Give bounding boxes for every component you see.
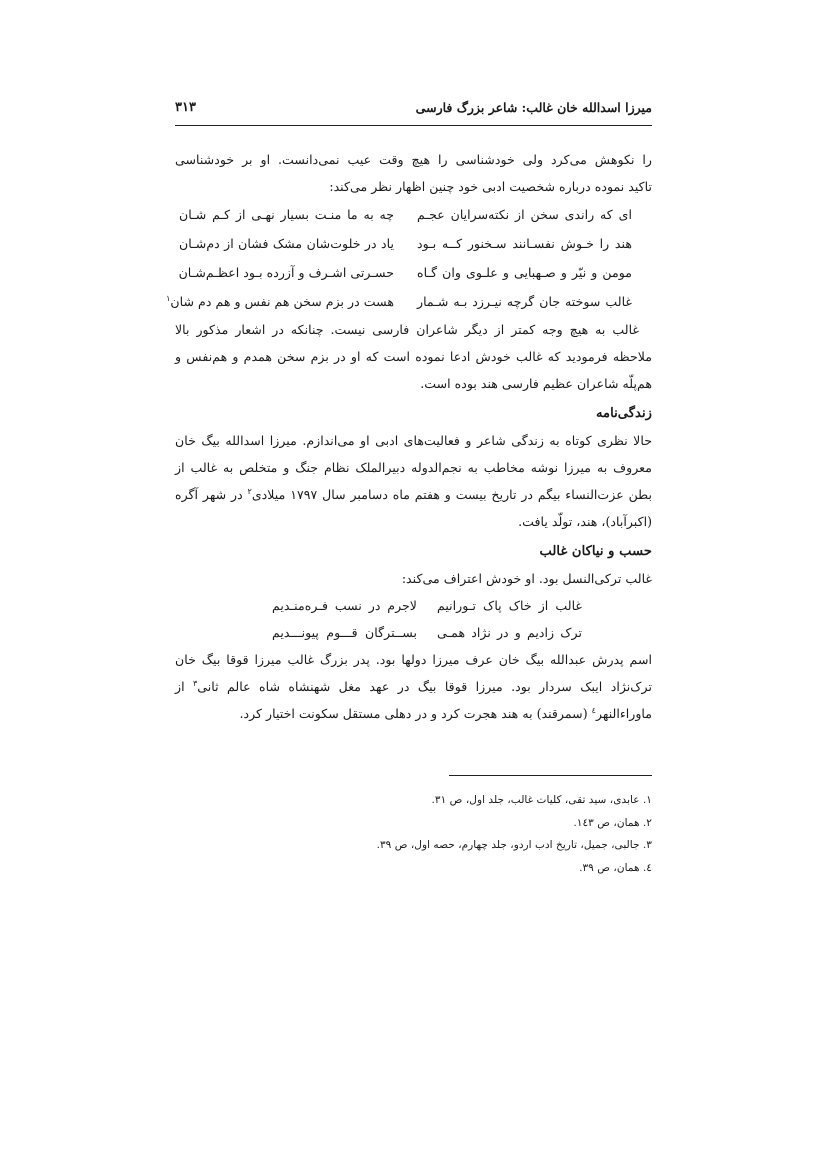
main-text: [166, 146, 653, 727]
verse-row: [166, 287, 632, 316]
hemistich-right: مومن و نیّر و صـهبایی و علـوی وان گـاه: [417, 265, 632, 280]
hemistich-right: غالب سوخته جان گرچه نیـرزد بـه شـمار: [417, 294, 632, 309]
running-header: [175, 100, 652, 122]
verse-row: [179, 229, 632, 258]
verse-row: [179, 200, 632, 229]
paragraph-after-verses: غالب به هیچ وجه کمتر از دیگر شاعران فارسی نیست. چنانکه در اشعار مذکور بالا ملاحظه فرمودید که غالب خودش ادعا نموده است که او در بزم سخن همدم و هم‌نفس و هم‌پلّه شاعران عظیم فارسی هند بوده است.: [175, 322, 652, 391]
running-title: میرزا اسدالله خان غالب: شاعر بزرگ فارسی: [415, 100, 652, 115]
lineage-text-3: (سمرقند) به هند هجرت کرد و در دهلی مستقل سکونت اختیار کرد.: [239, 706, 592, 721]
footnote-item: ۱. عابدی، سید تقی، کلیات غالب، جلد اول، ص ۳۱.: [431, 794, 652, 806]
book-page: [166, 0, 653, 1169]
hemistich-right: هند را خـوش نفسـانند سـخنور کــه بـود: [417, 236, 632, 251]
intro-line-1: را نکوهش می‌کرد ولی خودشناسی را هیچ وقت عیب نمی‌دانست. او بر خودشناسی: [175, 152, 652, 167]
hemistich-left: لاجرم در نسب فـره‌منـدیم: [272, 598, 417, 613]
footnote-item: ٤. همان، ص ۳۹.: [579, 861, 652, 874]
footnote-ref-1: ۱: [166, 293, 171, 303]
biography-text: حالا نظری کوتاه به زندگی شاعر و فعالیت‌های ادبی او می‌اندازم. میرزا اسدالله بیگ خان معروف به میرزا نوشه مخاطب به نجم‌الدوله دبیرالملک نظام جنگ و متخلص به غالب از بطن عزت‌النساء بیگم در تاریخ بیست و هفتم ماه دسامبر سال ۱۷۹۷ میلادی: [175, 433, 653, 502]
footnote-item: ۲. همان، ص ۱٤۳.: [573, 816, 652, 829]
poem-block-2: [272, 592, 582, 646]
hemistich-text: هست در بزم سخن هم نفس و هم دم شان: [170, 294, 394, 309]
hemistich-left: [166, 287, 394, 316]
section-heading-biography: زندگی‌نامه: [595, 406, 652, 421]
footnote-rule: [449, 775, 652, 776]
poem-block-1: [166, 200, 652, 316]
footnote-item: ۳. جالبی، جمیل، تاریخ ادب اردو، جلد چهارم، حصه اول، ص ۳۹.: [376, 839, 652, 851]
footnote-ref-2: ۲: [247, 486, 252, 496]
verse-row: [272, 592, 582, 619]
hemistich-right: ای که راندی سخن از نکته‌سرایان عجـم: [417, 207, 632, 222]
hemistich-left: چه به ما منـت بسیار نهـی از کـم شـان: [179, 207, 394, 222]
hemistich-left: حسـرتی اشـرف و آزرده بـود اعظـم‌شـان: [178, 265, 394, 280]
footnote-ref-4: ٤: [591, 705, 596, 715]
lineage-text-2: از ماوراءالنهر: [175, 679, 652, 721]
footnotes: [175, 789, 652, 879]
lineage-text: اسم پدرش عبدالله بیگ خان عرف میرزا دولها بود. پدر بزرگ غالب میرزا قوقا بیگ خان ترک‌نژاد ایبک سردار بود. میرزا قوقا بیگ در عهد مغل شهنشاه شاه عالم ثانی: [175, 652, 652, 694]
footnote-ref-3: ۳: [193, 678, 198, 688]
section-heading-lineage: حسب و نیاکان غالب: [539, 544, 652, 559]
biography-paragraph: [175, 427, 652, 535]
verse-row: [272, 619, 582, 646]
hemistich-right: ترک زادیم و در نژاد همـی: [437, 625, 582, 640]
hemistich-left: بســترگان قـــوم پیونـــدیم: [272, 625, 417, 640]
lineage-intro: غالب ترکی‌النسل بود. او خودش اعتراف می‌کند:: [401, 571, 652, 586]
hemistich-left: یاد در خلوت‌شان مشک فشان از دم‌شـان: [179, 236, 394, 251]
intro-line-2: تاکید نموده درباره شخصیت ادبی خود چنین اظهار نظر می‌کند:: [329, 179, 652, 194]
lineage-paragraph: [175, 646, 652, 727]
biography-text-end: در شهر آگره (اکبرآباد)، هند، تولّد یافت.: [175, 487, 652, 529]
hemistich-right: غالب از خاک پاک تـورانیم: [437, 598, 582, 613]
page-number: ۳۱۳: [175, 100, 196, 115]
header-rule: [175, 125, 652, 126]
verse-row: [179, 258, 632, 287]
